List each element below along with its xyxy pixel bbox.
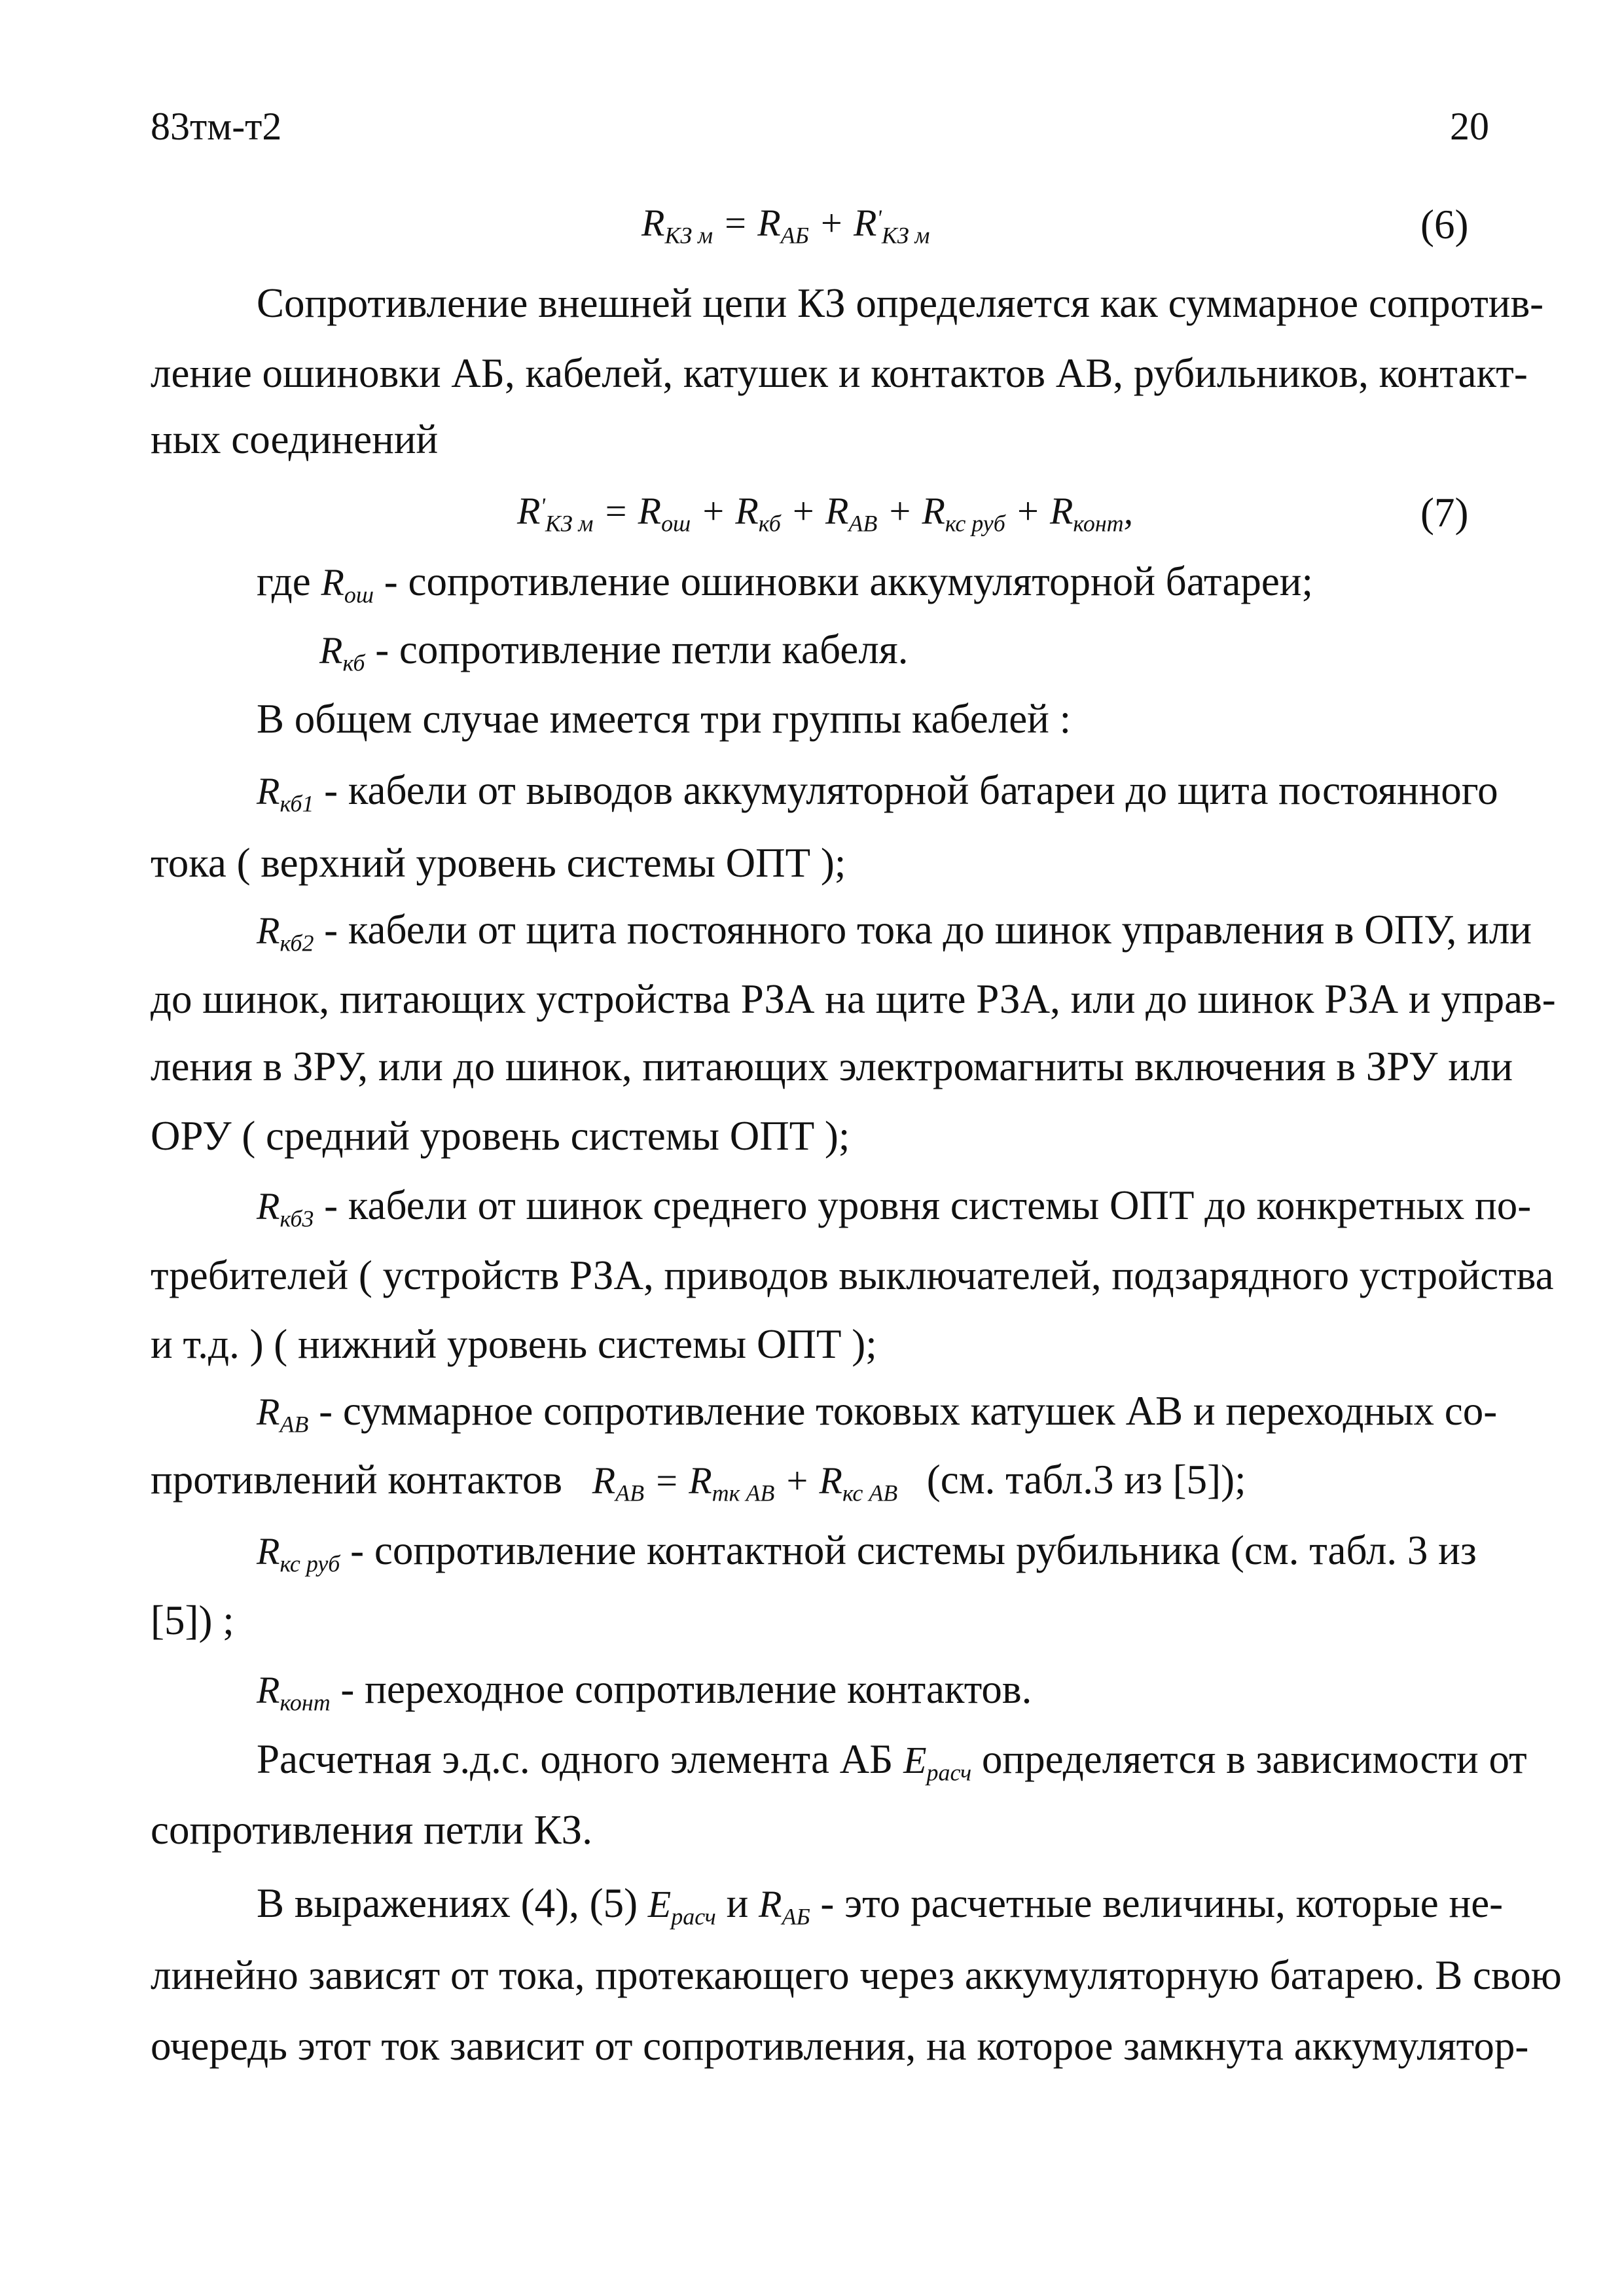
paragraph-line: ных соединений: [151, 416, 439, 462]
paragraph-line: Сопротивление внешней цепи КЗ определяется как суммарное сопротив-: [257, 280, 1544, 326]
paragraph-line: очередь этот ток зависит от сопротивления, на которое замкнута аккумулятор-: [151, 2023, 1529, 2069]
paragraph-line: сопротивления петли КЗ.: [151, 1807, 592, 1853]
definition-r-ks-rub: $R_{кс руб}$ - сопротивление контактной системы рубильника (см. табл. 3 из: [257, 1527, 1477, 1577]
equation-6-number: (6): [1420, 202, 1469, 247]
equation-7-number: (7): [1420, 490, 1469, 536]
paragraph-final-line1: В выражениях (4), (5) $E_{расч}$ и $R_{АБ}$ - это расчетные величины, которые не-: [257, 1880, 1504, 1930]
definition-r-kb3: $R_{кб3}$ - кабели от шинок среднего уровня системы ОПТ до конкретных по-: [257, 1182, 1532, 1232]
definition-r-kb1: $R_{кб1}$ - кабели от выводов аккумуляторной батареи до щита постоянного: [257, 767, 1498, 817]
paragraph-line: тока ( верхний уровень системы ОПТ );: [151, 840, 846, 886]
paragraph-line: [5]) ;: [151, 1597, 234, 1643]
document-code: 83тм-т2: [151, 105, 282, 148]
paragraph-line: требителей ( устройств РЗА, приводов выключателей, подзарядного устройства: [151, 1252, 1554, 1298]
paragraph-line: и т.д. ) ( нижний уровень системы ОПТ );: [151, 1321, 877, 1367]
page-number: 20: [1450, 105, 1489, 148]
paragraph-emf-line1: Расчетная э.д.с. одного элемента АБ $E_{расч}$ определяется в зависимости от: [257, 1736, 1527, 1786]
paragraph-line: ления в ЗРУ, или до шинок, питающих электромагниты включения в ЗРУ или: [151, 1044, 1513, 1089]
definition-r-kb: $R_{кб}$ - сопротивление петли кабеля.: [319, 627, 909, 676]
definition-r-kont: $R_{конт}$ - переходное сопротивление контактов.: [257, 1666, 1032, 1716]
paragraph-line: В общем случае имеется три группы кабелей :: [257, 696, 1072, 742]
definition-r-kb2: $R_{кб2}$ - кабели от щита постоянного тока до шинок управления в ОПУ, или: [257, 907, 1532, 957]
equation-6: $R_{КЗ м} = R_{АБ} + R'_{КЗ м}$: [641, 202, 930, 249]
paragraph-line: ОРУ ( средний уровень системы ОПТ );: [151, 1113, 850, 1159]
definition-r-ab: $R_{АВ}$ - суммарное сопротивление токовых катушек АВ и переходных со-: [257, 1388, 1498, 1438]
definition-r-ab-formula-line: противлений контактов $R_{АВ} = R_{тк АВ} + R_{кс АВ}$ (см. табл.3 из [5]);: [151, 1457, 1246, 1506]
paragraph-line: линейно зависят от тока, протекающего через аккумуляторную батарею. В свою: [151, 1952, 1562, 1998]
definition-r-osh: где $R_{ош}$ - сопротивление ошиновки аккумуляторной батареи;: [257, 558, 1314, 608]
paragraph-line: до шинок, питающих устройства РЗА на щите РЗА, или до шинок РЗА и управ-: [151, 976, 1556, 1022]
equation-7: $R'_{КЗ м} = R_{ош} + R_{кб} + R_{АВ} + R_{кс руб} + R_{конт}$,: [517, 490, 1134, 537]
paragraph-line: ление ошиновки АБ, кабелей, катушек и контактов АВ, рубильников, контакт-: [151, 350, 1528, 396]
